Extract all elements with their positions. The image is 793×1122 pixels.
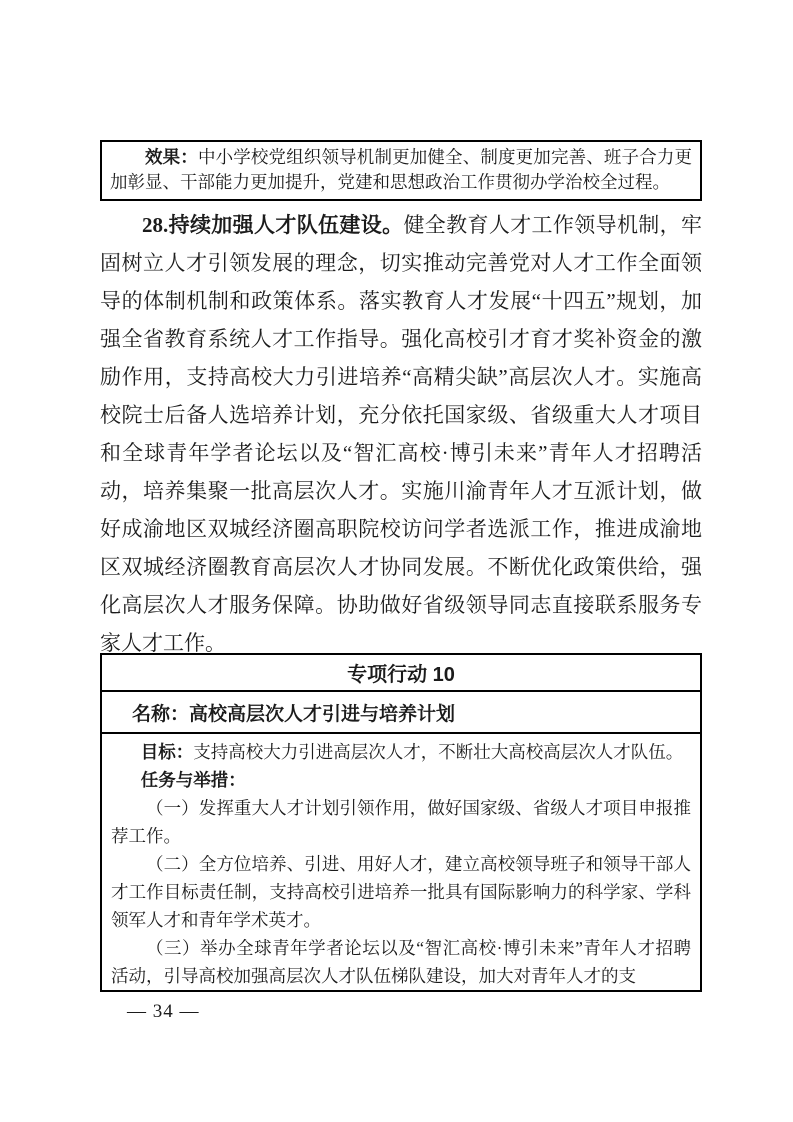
effect-label: 效果： (145, 147, 198, 167)
action-task-item-3: （三）举办全球青年学者论坛以及“智汇高校·博引未来”青年人才招聘活动，引导高校加强高层次人才队伍梯队建设，加大对青年人才的支 (111, 938, 691, 986)
action-name-value: 高校高层次人才引进与培养计划 (189, 703, 456, 725)
action-goal (111, 738, 691, 766)
action-tasks-label: 任务与举措： (140, 770, 246, 790)
paragraph-28-lead: 28.持续加强人才队伍建设。 (142, 213, 404, 237)
effect-paragraph (110, 145, 692, 195)
action-task-item-1: （一）发挥重大人才计划引领作用，做好国家级、省级人才项目申报推荐工作。 (111, 798, 691, 846)
paragraph-28-body: 健全教育人才工作领导机制，牢固树立人才引领发展的理念，切实推动完善党对人才工作全面领导的体制机制和政策体系。落实教育人才发展“十四五”规划，加强全省教育系统人才工作指导。强化高校引才育才奖补资金的激励作用，支持高校大力引进培养“高精尖缺”高层次人才。实施高校院士后备人选培养计划，充分依托国家级、省级重大人才项目和全球青年学者论坛以及“智汇高校·博引未来”青年人才招聘活动，培养集聚一批高层次人才。实施川渝青年人才互派计划，做好成渝地区双城经济圈高职院校访问学者选派工作，推进成渝地区双城经济圈教育高层次人才协同发展。不断优化政策供给，强化高层次人才服务保障。协助做好省级领导同志直接联系服务专家人才工作。 (100, 213, 703, 655)
paragraph-28 (100, 206, 702, 662)
page-number: — 34 — (127, 1001, 200, 1022)
special-action-table (100, 653, 702, 992)
action-tasks-heading (111, 766, 691, 794)
action-name-label: 名称： (132, 703, 190, 725)
action-header-title: 专项行动 10 (347, 664, 455, 686)
action-header-row (102, 655, 700, 692)
action-name-row (102, 692, 700, 734)
action-content-row (102, 734, 700, 990)
effect-box (100, 140, 702, 201)
action-goal-label: 目标： (140, 742, 194, 762)
action-task-item-2: （二）全方位培养、引进、用好人才，建立高校领导班子和领导干部人才工作目标责任制，支持高校引进培养一批具有国际影响力的科学家、学科领军人才和青年学术英才。 (111, 854, 691, 930)
action-goal-text: 支持高校大力引进高层次人才，不断壮大高校高层次人才队伍。 (193, 742, 684, 762)
effect-text: 中小学校党组织领导机制更加健全、制度更加完善、班子合力更加彰显、干部能力更加提升，党建和思想政治工作贯彻办学治校全过程。 (110, 147, 693, 192)
